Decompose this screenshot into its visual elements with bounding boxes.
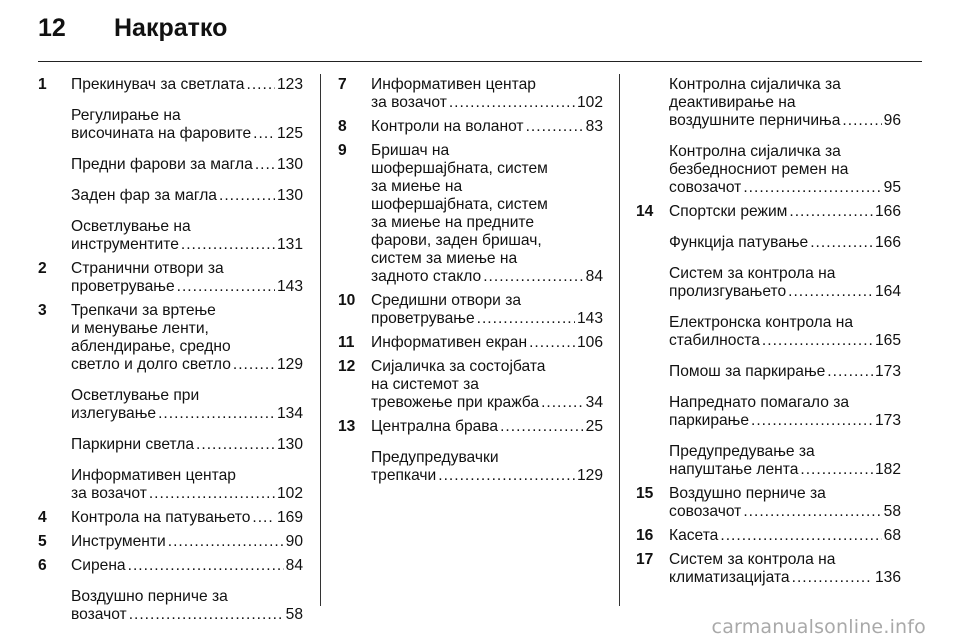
entry-text-line: Странични отвори за: [71, 260, 224, 277]
page-reference: 166: [874, 203, 901, 220]
dot-leader: [128, 557, 284, 575]
entry-text-line: Инструменти: [71, 533, 166, 550]
page-reference: 96: [883, 112, 901, 129]
page-reference: 102: [576, 94, 603, 111]
page-reference: 106: [576, 334, 603, 351]
entry-text-line: проветрување: [71, 278, 175, 295]
page-reference: 130: [276, 156, 303, 173]
entry-text-line: Бришач на: [371, 142, 450, 159]
entry-leader-line: [669, 283, 901, 301]
index-entry: [38, 302, 303, 374]
entry-leader-line: [371, 94, 603, 112]
index-entry: [636, 363, 901, 381]
entry-text-line: Трепкачи за вртење: [71, 302, 216, 319]
entry-text-line: Напреднато помагало за: [669, 394, 850, 411]
index-entry: [636, 314, 901, 350]
dot-leader: [529, 334, 575, 352]
entry-number: 3: [38, 302, 47, 319]
entry-number: 5: [38, 533, 47, 550]
entry-text-line: Прекинувач за светлата: [71, 76, 245, 93]
entry-text-line: пролизгувањето: [669, 283, 787, 300]
entry-text-line: климатизацијата: [669, 569, 790, 586]
dot-leader: [751, 412, 873, 430]
page-reference: 173: [874, 412, 901, 429]
column-divider: [619, 74, 620, 606]
entry-text-line: Регулирање на: [71, 107, 181, 124]
entry-text-line: за миење на: [371, 178, 463, 195]
entry-number: 15: [636, 485, 654, 502]
page-reference: 25: [585, 418, 603, 435]
entry-text-line: Сијаличка за состојбата: [371, 358, 546, 375]
entry-text-line: Предупредувачки: [371, 449, 499, 466]
entry-leader-line: [71, 156, 303, 174]
entry-leader-line: [71, 187, 303, 205]
entry-text-line: Електронска контрола на: [669, 314, 854, 331]
entry-leader-line: [71, 236, 303, 254]
entry-text-line: Воздушно перниче за: [669, 485, 826, 502]
index-entry: [636, 234, 901, 252]
entry-text-line: напуштање лента: [669, 461, 799, 478]
entry-number: 2: [38, 260, 47, 277]
entry-number: 4: [38, 509, 47, 526]
entry-leader-line: [669, 363, 901, 381]
dot-leader: [526, 118, 584, 136]
dot-leader: [477, 310, 575, 328]
page-reference: 130: [276, 436, 303, 453]
entry-text-line: воздушните перничиња: [669, 112, 841, 129]
entry-text-line: систем за миење на: [371, 250, 518, 267]
index-entry: [338, 334, 603, 352]
page-reference: 58: [285, 606, 303, 623]
page-reference: 83: [585, 118, 603, 135]
dot-leader: [233, 356, 275, 374]
index-entry: [38, 218, 303, 254]
page-reference: 182: [874, 461, 901, 478]
page-title: Накратко: [114, 14, 228, 42]
dot-leader: [181, 236, 275, 254]
entry-text-line: шофершајбната, систем: [371, 160, 548, 177]
dot-leader: [438, 467, 575, 485]
entry-leader-line: [669, 179, 901, 197]
dot-leader: [800, 461, 873, 479]
index-entry: [338, 76, 603, 112]
dot-leader: [253, 125, 275, 143]
entry-text-line: инструментите: [71, 236, 179, 253]
entry-number: 8: [338, 118, 347, 135]
entry-leader-line: [71, 278, 303, 296]
dot-leader: [762, 332, 873, 350]
index-entry: [38, 107, 303, 143]
entry-leader-line: [71, 405, 303, 423]
entry-text-line: паркирање: [669, 412, 750, 429]
dot-leader: [743, 179, 881, 197]
entry-leader-line: [71, 485, 303, 503]
dot-leader: [792, 569, 873, 587]
entry-leader-line: [669, 503, 901, 521]
entry-text-line: Воздушно перниче за: [71, 588, 228, 605]
index-entry: [38, 557, 303, 575]
index-column-2: [338, 76, 603, 491]
page-reference: 34: [585, 394, 603, 411]
entry-leader-line: [371, 310, 603, 328]
entry-text-line: светло и долго светло: [71, 356, 231, 373]
entry-text-line: Контрола на патувањето: [71, 509, 251, 526]
page-reference: 102: [276, 485, 303, 502]
index-entry: [636, 76, 901, 130]
index-entry: [38, 436, 303, 454]
page-reference: 134: [276, 405, 303, 422]
entry-text-line: проветрување: [371, 310, 475, 327]
entry-number: 16: [636, 527, 654, 544]
entry-text-line: Информативен центар: [371, 76, 536, 93]
dot-leader: [129, 606, 284, 624]
watermark: carmanualsonline.info: [711, 616, 926, 638]
index-entry: [636, 265, 901, 301]
dot-leader: [158, 405, 275, 423]
entry-text-line: Контроли на воланот: [371, 118, 524, 135]
entry-leader-line: [371, 268, 603, 286]
entry-leader-line: [71, 557, 303, 575]
page-reference: 130: [276, 187, 303, 204]
page-reference: 166: [874, 234, 901, 251]
index-entry: [38, 467, 303, 503]
page-reference: 95: [883, 179, 901, 196]
index-entry: [338, 118, 603, 136]
entry-text-line: аблендирање, средно: [71, 338, 231, 355]
dot-leader: [149, 485, 275, 503]
page-reference: 136: [874, 569, 901, 586]
entry-text-line: Систем за контрола на: [669, 265, 836, 282]
entry-text-line: Паркирни светла: [71, 436, 195, 453]
entry-number: 9: [338, 142, 347, 159]
entry-leader-line: [669, 203, 901, 221]
entry-leader-line: [71, 125, 303, 143]
entry-text-line: Средишни отвори за: [371, 292, 522, 309]
entry-text-line: за миење на предните: [371, 214, 535, 231]
page-reference: 173: [874, 363, 901, 380]
entry-text-line: Централна брава: [371, 418, 499, 435]
index-entry: [636, 394, 901, 430]
entry-number: 10: [338, 292, 356, 309]
entry-text-line: безбедносниот ремен на: [669, 161, 849, 178]
page-reference: 131: [276, 236, 303, 253]
index-entry: [636, 485, 901, 521]
page-reference: 84: [285, 557, 303, 574]
entry-text-line: височината на фаровите: [71, 125, 252, 142]
entry-text-line: Осветлување на: [71, 218, 191, 235]
entry-text-line: возачот: [71, 606, 127, 623]
index-column-3: [636, 76, 901, 593]
index-entry: [38, 76, 303, 94]
entry-text-line: Спортски режим: [669, 203, 788, 220]
page-reference: 164: [874, 283, 901, 300]
entry-text-line: совозачот: [669, 179, 742, 196]
page-reference: 123: [276, 76, 303, 93]
dot-leader: [720, 527, 881, 545]
index-entry: [38, 260, 303, 296]
entry-leader-line: [71, 436, 303, 454]
entry-text-line: трепкачи: [371, 467, 437, 484]
column-divider: [320, 74, 321, 606]
page-number: 12: [38, 14, 66, 42]
dot-leader: [483, 268, 583, 286]
dot-leader: [789, 203, 873, 221]
entry-text-line: за возачот: [371, 94, 447, 111]
entry-number: 17: [636, 551, 654, 568]
entry-text-line: деактивирање на: [669, 94, 796, 111]
entry-text-line: Предупредување за: [669, 443, 815, 460]
dot-leader: [810, 234, 873, 252]
entry-text-line: за возачот: [71, 485, 147, 502]
page-reference: 125: [276, 125, 303, 142]
entry-text-line: Информативен екран: [371, 334, 528, 351]
entry-leader-line: [71, 606, 303, 624]
index-entry: [38, 588, 303, 624]
entry-number: 13: [338, 418, 356, 435]
entry-text-line: фарови, заден бришач,: [371, 232, 542, 249]
entry-text-line: Контролна сијаличка за: [669, 76, 841, 93]
dot-leader: [168, 533, 284, 551]
entry-leader-line: [669, 332, 901, 350]
entry-text-line: Систем за контрола на: [669, 551, 836, 568]
page-reference: 143: [276, 278, 303, 295]
page-reference: 129: [276, 356, 303, 373]
entry-leader-line: [669, 112, 901, 130]
entry-number: 7: [338, 76, 347, 93]
entry-leader-line: [669, 527, 901, 545]
index-entry: [38, 187, 303, 205]
dot-leader: [842, 112, 881, 130]
index-entry: [338, 449, 603, 485]
entry-text-line: Касета: [669, 527, 719, 544]
entry-text-line: излегување: [71, 405, 157, 422]
entry-leader-line: [669, 412, 901, 430]
entry-text-line: стабилноста: [669, 332, 760, 349]
index-entry: [636, 551, 901, 587]
dot-leader: [177, 278, 275, 296]
entry-leader-line: [371, 418, 603, 436]
entry-text-line: Сирена: [71, 557, 126, 574]
entry-text-line: тревожење при кражба: [371, 394, 540, 411]
entry-text-line: Информативен центар: [71, 467, 236, 484]
entry-number: 11: [338, 334, 355, 351]
index-entry: [38, 509, 303, 527]
index-entry: [636, 443, 901, 479]
entry-leader-line: [71, 76, 303, 94]
entry-leader-line: [371, 467, 603, 485]
dot-leader: [788, 283, 873, 301]
dot-leader: [827, 363, 873, 381]
page-reference: 58: [883, 503, 901, 520]
dot-leader: [500, 418, 584, 436]
index-entry: [636, 527, 901, 545]
entry-number: 6: [38, 557, 47, 574]
entry-leader-line: [71, 356, 303, 374]
entry-text-line: Контролна сијаличка за: [669, 143, 841, 160]
entry-leader-line: [371, 118, 603, 136]
header-rule: [38, 61, 922, 62]
page-reference: 129: [576, 467, 603, 484]
index-entry: [338, 142, 603, 286]
entry-text-line: Помош за паркирање: [669, 363, 826, 380]
entry-leader-line: [669, 461, 901, 479]
page-header: [0, 0, 960, 62]
entry-leader-line: [669, 569, 901, 587]
entry-text-line: совозачот: [669, 503, 742, 520]
dot-leader: [541, 394, 584, 412]
entry-number: 14: [636, 203, 654, 220]
entry-leader-line: [669, 234, 901, 252]
entry-leader-line: [371, 394, 603, 412]
entry-text-line: на системот за: [371, 376, 479, 393]
entry-leader-line: [71, 533, 303, 551]
page-reference: 90: [285, 533, 303, 550]
entry-text-line: Осветлување при: [71, 387, 200, 404]
entry-text-line: Предни фарови за магла: [71, 156, 253, 173]
entry-text-line: задното стакло: [371, 268, 482, 285]
index-entry: [338, 292, 603, 328]
page-reference: 165: [874, 332, 901, 349]
page-reference: 84: [585, 268, 603, 285]
entry-text-line: шофершајбната, систем: [371, 196, 548, 213]
dot-leader: [246, 76, 274, 94]
index-column-1: [38, 76, 303, 630]
index-entry: [636, 203, 901, 221]
dot-leader: [252, 509, 275, 527]
entry-text-line: Функција патување: [669, 234, 809, 251]
index-entry: [38, 156, 303, 174]
dot-leader: [196, 436, 275, 454]
page-reference: 143: [576, 310, 603, 327]
index-entry: [38, 387, 303, 423]
index-entry: [338, 418, 603, 436]
index-entry: [38, 533, 303, 551]
index-entry: [636, 143, 901, 197]
dot-leader: [255, 156, 275, 174]
entry-number: 1: [38, 76, 47, 93]
dot-leader: [219, 187, 275, 205]
entry-number: 12: [338, 358, 356, 375]
entry-leader-line: [371, 334, 603, 352]
dot-leader: [743, 503, 881, 521]
entry-text-line: и менување ленти,: [71, 320, 209, 337]
index-entry: [338, 358, 603, 412]
entry-text-line: Заден фар за магла: [71, 187, 217, 204]
entry-leader-line: [71, 509, 303, 527]
page-reference: 68: [883, 527, 901, 544]
dot-leader: [449, 94, 575, 112]
page-reference: 169: [276, 509, 303, 526]
